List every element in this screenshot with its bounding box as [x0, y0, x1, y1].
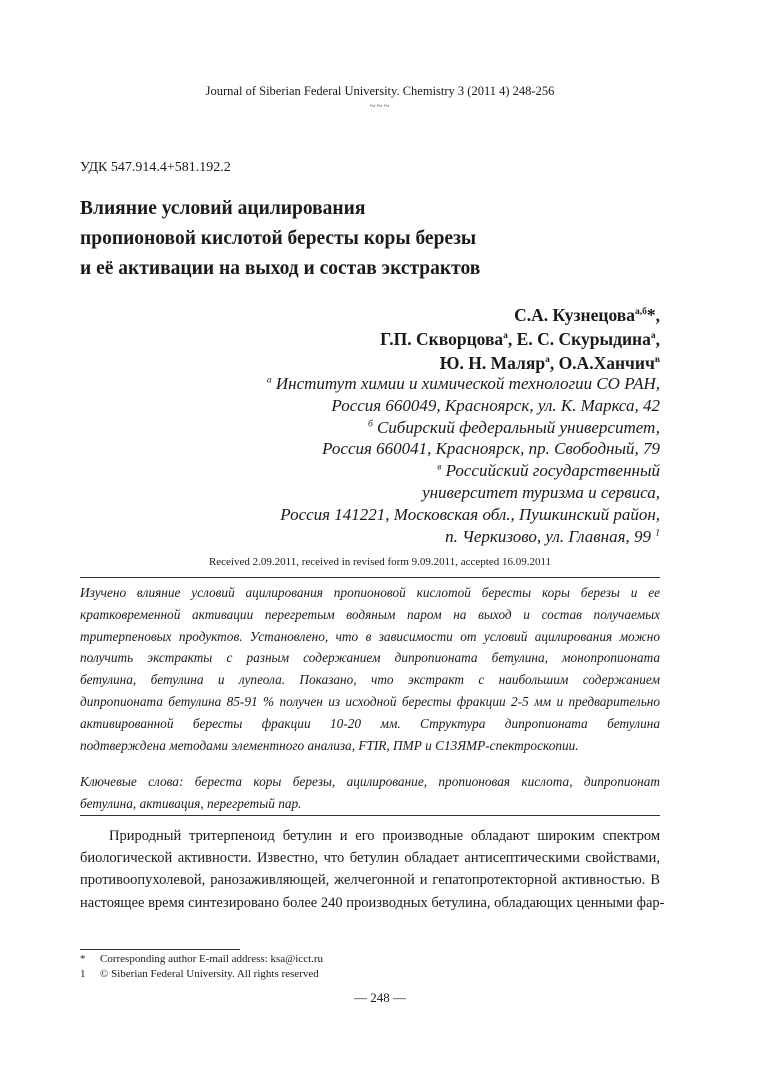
keywords-line: Ключевые слова: береста коры березы, ацилирование, пропионовая кислота, дипропионат	[80, 774, 660, 789]
affiliation-mark: в	[437, 462, 442, 473]
affiliation-line	[267, 438, 660, 460]
author-affiliation-mark: а,б	[635, 307, 647, 318]
footnote	[80, 952, 323, 967]
affiliation-line	[267, 417, 660, 439]
affiliation-mark: а	[266, 375, 272, 386]
keywords-line: бетулина, активация, перегретый пар.	[80, 795, 302, 811]
author-line	[380, 351, 660, 375]
author-affiliation-mark: а	[650, 331, 656, 342]
abstract-line: кратковременной активации перегретым водяным паром на выход и состав получаемых	[80, 606, 660, 622]
author-name: , Е. С. Скурыдина	[507, 329, 651, 349]
footnote-mark: 1	[655, 527, 660, 538]
footnote	[80, 967, 323, 982]
affiliation-line	[267, 526, 660, 548]
body-paragraph	[80, 825, 665, 914]
author-line	[380, 327, 660, 351]
affiliation-text: Институт химии и химической технологии СО РАН,	[275, 374, 660, 393]
footnotes	[80, 952, 323, 982]
title-line: пропионовой кислотой бересты коры березы	[80, 228, 477, 249]
footnote-rule	[80, 949, 240, 950]
affiliation-text: Россия 660041, Красноярск, пр. Свободный, 79	[322, 439, 660, 459]
author-suffix: ,	[655, 329, 660, 349]
author-name: С.А. Кузнецова	[514, 305, 635, 325]
author-name: Ю. Н. Маляр	[439, 353, 546, 373]
author-line	[380, 303, 660, 327]
body-line: биологической активности. Известно, что бетулин обладает антисептическими свойствами,	[80, 850, 660, 867]
author-name: Г.П. Скворцова	[380, 329, 504, 349]
abstract-line: активированной бересты фракции 10-20 мм. Структура дипропионата бетулина	[80, 715, 660, 731]
affiliation-line	[267, 395, 660, 417]
affiliation-text: Россия 660049, Красноярск, ул. К. Маркса, 42	[331, 395, 660, 415]
abstract-line: тритерпеновых продуктов. Установлено, что в зависимости от условий ацилирования можно	[80, 628, 660, 644]
abstract-line: бетулина, бетулина и лупеола. Показано, что экстракт с наибольшим содержанием	[80, 672, 660, 688]
udc-code: УДК 547.914.4+581.192.2	[80, 160, 231, 175]
abstract-line: дипропионата бетулина 85-91 % получен из исходной бересты фракции 2-5 мм и предварительно	[80, 693, 660, 709]
body-line: противоопухолевой, ранозаживляющей, желчегонной и гепатопротекторной активностью. В	[80, 872, 660, 889]
affiliation-text: Россия 141221, Московская обл., Пушкинский район,	[280, 504, 660, 524]
affiliation-mark: б	[367, 418, 373, 429]
author-affiliation-mark: в	[654, 355, 660, 366]
page-number: — 248 —	[354, 990, 406, 1005]
abstract-line: получить экстракты с разным содержанием дипропионата бетулина, монопропионата	[80, 650, 660, 666]
author-affiliation-mark: а	[503, 331, 508, 342]
footnote-mark: 1	[80, 968, 86, 980]
author-name: , О.А.Ханчич	[549, 353, 655, 373]
footnote-text: Corresponding author E-mail address: ksa@icct.ru	[100, 953, 324, 965]
abstract-top-rule	[80, 577, 660, 578]
author-list	[380, 303, 660, 375]
body-line: настоящее время синтезировано более 240 производных бетулина, обладающих ценными фар-	[80, 894, 665, 911]
keywords	[80, 771, 660, 815]
body-line: Природный тритерпеноид бетулин и его производные обладают широким спектром	[109, 828, 660, 844]
article-title	[80, 194, 480, 284]
abstract-bottom-rule	[80, 815, 660, 816]
affiliation-list	[267, 373, 660, 547]
footnote-text: © Siberian Federal University. All rights reserved	[100, 968, 319, 980]
abstract-line: Изучено влияние условий ацилирования пропионовой кислотой бересты коры березы и ее	[80, 585, 660, 600]
affiliation-text: университет туризма и сервиса,	[422, 482, 660, 502]
title-line: и её активации на выход и состав экстрактов	[80, 258, 481, 279]
affiliation-line	[267, 460, 660, 482]
affiliation-line	[267, 504, 660, 526]
affiliation-text: Сибирский федеральный университет,	[376, 417, 660, 437]
affiliation-text: Российский государственный	[445, 461, 660, 481]
header-ornament: ~~~	[369, 100, 391, 112]
affiliation-line	[267, 482, 660, 504]
footnote-mark: *	[80, 953, 86, 965]
abstract	[80, 582, 660, 756]
title-line: Влияние условий ацилирования	[80, 198, 366, 219]
author-suffix: *,	[646, 305, 660, 325]
received-dates: Received 2.09.2011, received in revised form 9.09.2011, accepted 16.09.2011	[208, 556, 552, 568]
abstract-line: подтверждена методами элементного анализа, FTIR, ПМР и С13ЯМР-спектроскопии.	[80, 737, 579, 753]
journal-header: Journal of Siberian Federal University. Chemistry 3 (2011 4) 248-256	[205, 84, 555, 98]
author-affiliation-mark: а	[545, 355, 550, 366]
affiliation-line	[267, 373, 660, 395]
affiliation-text: п. Черкизово, ул. Главная, 99	[445, 526, 651, 546]
